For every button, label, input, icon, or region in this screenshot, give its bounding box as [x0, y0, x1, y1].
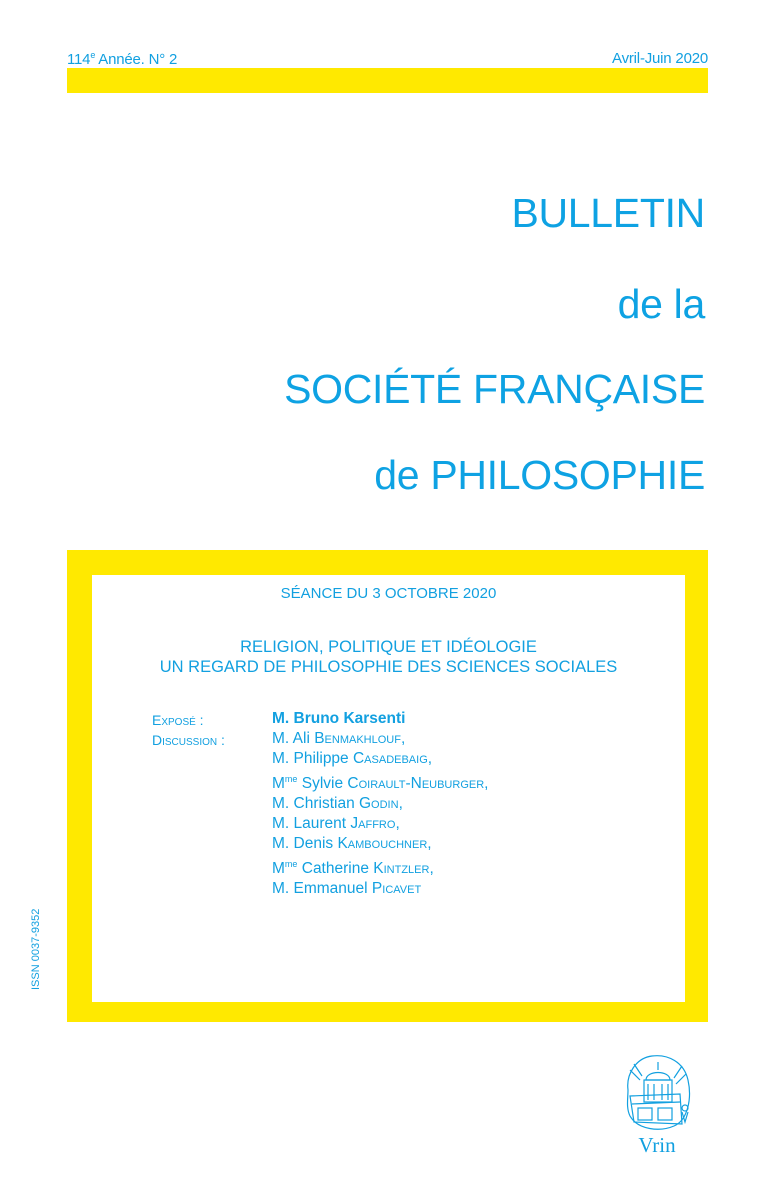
punctuation: , — [400, 730, 406, 747]
publisher-name: Vrin — [638, 1133, 676, 1157]
discussant-name — [272, 769, 488, 794]
name-prefix: M. Denis — [272, 835, 338, 852]
title-sup: me — [284, 859, 298, 869]
discussion-label: Discussion : — [152, 732, 225, 748]
name-prefix: M — [272, 860, 285, 877]
issue-period: Avril-Juin 2020 — [612, 50, 708, 67]
discussant-name — [272, 834, 488, 854]
discussant-name — [272, 794, 488, 814]
role-labels — [152, 710, 225, 750]
punctuation: , — [429, 860, 434, 877]
discussant-name — [272, 879, 488, 899]
session-theme — [92, 637, 685, 677]
punctuation: , — [427, 750, 433, 767]
library-building-icon — [622, 1050, 694, 1132]
surname: Coirault-Neuburger — [347, 775, 485, 792]
punctuation: , — [395, 815, 400, 832]
discussant-name — [272, 729, 488, 749]
discussant-name — [272, 854, 488, 879]
surname: Jaffro — [350, 815, 396, 832]
surname: Benmakhlouf — [314, 730, 401, 747]
name-prefix: M. Ali — [272, 730, 315, 747]
punctuation: , — [398, 795, 403, 812]
theme-line-2: UN REGARD DE PHILOSOPHIE DES SCIENCES SOCIALES — [159, 658, 618, 676]
theme-line-1: RELIGION, POLITIQUE ET IDÉOLOGIE — [240, 638, 537, 656]
title-sup: me — [284, 774, 298, 784]
title-de-philosophie: de PHILOSOPHIE — [374, 452, 705, 498]
discussant-name — [272, 814, 488, 834]
participants-list — [272, 709, 488, 899]
surname: Casadebaig — [352, 750, 428, 767]
punctuation: , — [427, 835, 432, 852]
name-prefix: M — [272, 775, 285, 792]
title-societe-francaise: SOCIÉTÉ FRANÇAISE — [284, 366, 705, 412]
title-bulletin: BULLETIN — [511, 190, 705, 236]
punctuation: , — [484, 775, 489, 792]
session-date: SÉANCE DU 3 OCTOBRE 2020 — [280, 585, 497, 602]
issue-number: 114e Année. N° 2 — [67, 50, 178, 68]
issn-label: ISSN 0037-9352 — [30, 908, 42, 990]
surname: Godin — [359, 795, 399, 812]
title-de-la: de la — [617, 281, 705, 327]
discussants-list — [272, 729, 488, 899]
top-yellow-bar — [67, 68, 708, 93]
first-name: Catherine — [297, 860, 374, 877]
name-prefix: M. Christian — [272, 795, 359, 812]
first-name: Sylvie — [297, 775, 348, 792]
name-prefix: M. Emmanuel — [272, 880, 372, 897]
name-prefix: M. Laurent — [272, 815, 351, 832]
discussant-name — [272, 749, 488, 769]
surname: Kintzler — [373, 860, 430, 877]
surname: Kambouchner — [337, 835, 428, 852]
surname: Picavet — [371, 880, 422, 897]
name-prefix: M. Philippe — [272, 750, 353, 767]
expose-label: Exposé : — [152, 712, 204, 728]
speaker-name: M. Bruno Karsenti — [272, 710, 406, 727]
